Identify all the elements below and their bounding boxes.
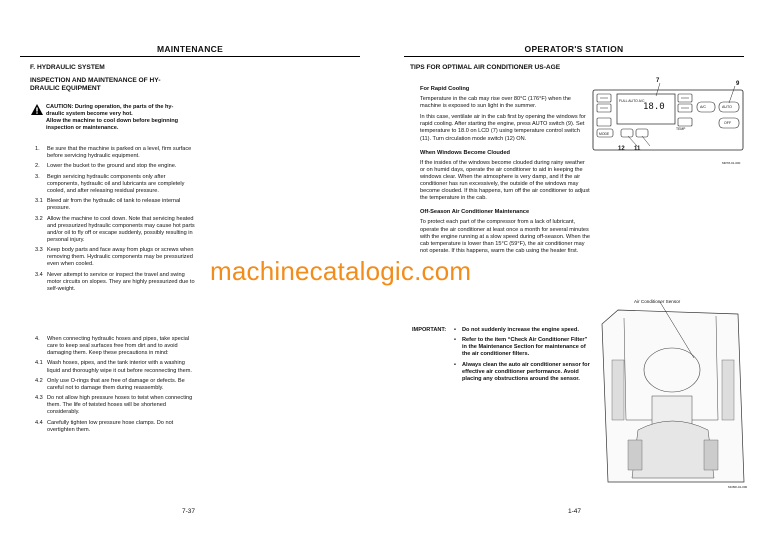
- list-item: [35, 360, 195, 374]
- right-page-header: OPERATOR'S STATION: [524, 44, 624, 54]
- important-item: [454, 327, 590, 334]
- right-header-rule: [404, 56, 744, 57]
- item-number: 3.4: [35, 271, 43, 278]
- caution-line: inspection or maintenance.: [46, 125, 119, 131]
- item-text: Only use O-rings that are free of damage or defects. Be careful not to damage them during reassembly.: [47, 377, 185, 391]
- item-number: 4.3: [35, 395, 43, 402]
- clouded-title: When Windows Become Clouded: [420, 149, 511, 156]
- list-item: [35, 198, 195, 212]
- list-item: [35, 378, 195, 392]
- mode-button: MODE: [599, 132, 610, 136]
- bullet-icon: •: [454, 337, 456, 344]
- item-number: 2.: [35, 163, 40, 170]
- auto-button: AUTO: [722, 105, 732, 109]
- item-text: When connecting hydraulic hoses and pipes, take special care to keep seal surfaces free from dirt and to avoid damaging them. Keep these precautions in mind:: [47, 336, 190, 357]
- list-item: [35, 272, 195, 293]
- bullet-icon: •: [454, 361, 456, 368]
- item-text: Bleed air from the hydraulic oil tank to release internal pressure.: [47, 198, 181, 212]
- temp-button: TEMP: [676, 127, 686, 131]
- list-item: [35, 163, 195, 170]
- callout-12: 12: [618, 146, 625, 152]
- right-page-number: 1-47: [568, 508, 582, 515]
- item-number: 3.3: [35, 247, 43, 254]
- item-number: 3.2: [35, 215, 43, 222]
- important-item: [454, 337, 590, 358]
- air-conditioner-sensor-label: Air Conditioner Sensor: [634, 299, 681, 304]
- rapid-cooling-p1: Temperature in the cab may rise over 80°C (176°F) when the machine is exposed to sun light in the summer.: [420, 96, 571, 110]
- cab-interior-illustration: [598, 300, 748, 490]
- watermark: machinecatalogic.com: [210, 256, 472, 286]
- item-text: Wash hoses, pipes, and the tank interior with a washing liquid and thoroughly wipe it out before reconnecting them.: [47, 360, 192, 374]
- rapid-cooling-block: [420, 86, 590, 255]
- important-item-text: Refer to the item “Check Air Conditioner Filter” in the Maintenance Section for maintenance of the air conditioner filters.: [462, 337, 588, 358]
- item-text: Allow the machine to cool down. Note that servicing heated and pressurized hydraulic components may cause hot parts and/or oil to fly off or escape suddenly, possibly resulting in personal injury.: [47, 215, 195, 243]
- warning-triangle-icon: [31, 104, 43, 115]
- item-text: Keep body parts and face away from plugs or screws when removing them. Hydraulic components may be pressurized even when cooled.: [47, 247, 194, 268]
- off-button: OFF: [724, 121, 732, 125]
- list-item: [35, 247, 195, 268]
- caution-line: draulic system become very hot.: [46, 111, 133, 117]
- offseason-paragraph: To protect each part of the compressor from a lack of lubricant, operate the air conditioner at least once a month for several minutes with the engine running at a slow speed during off-season. When the cab temperature is lower than 15°C (59°F), the air conditioner may not operate. If this happens, warm the cab using the heater first.: [420, 219, 590, 254]
- rapid-cooling-p2: In this case, ventilate air in the cab first by opening the windows for rapid cooling. After starting the engine, press AUTO switch (9). Set temperature to 18.0 on LCD (7) using temperature control switch (11). Turn circulation mode switch (12) ON.: [420, 114, 586, 142]
- list-item: [35, 395, 195, 416]
- item-text: Carefully tighten low pressure hose clamps. Do not overtighten them.: [47, 419, 174, 433]
- caution-block: [46, 104, 216, 132]
- cab-figure-code: MCBR-01-000: [728, 485, 748, 489]
- left-header-rule: [20, 56, 360, 57]
- list-item: [35, 216, 195, 244]
- lcd-top-label: FULL AUTO A/C: [619, 99, 645, 103]
- callout-11: 11: [634, 146, 641, 152]
- offseason-title: Off-Season Air Conditioner Maintenance: [420, 209, 530, 216]
- lcd-temperature: 18.0: [643, 102, 665, 112]
- list-item: [35, 336, 195, 357]
- item-text: Never attempt to service or inspect the travel and swing motor circuits on slopes. They are highly pressurized due to self-weight.: [47, 271, 195, 292]
- item-number: 4.2: [35, 377, 43, 384]
- item-text: Be sure that the machine is parked on a level, firm surface before servicing hydraulic equipment.: [47, 146, 192, 160]
- item-number: 4.1: [35, 360, 43, 367]
- important-item-text: Do not suddenly increase the engine speed.: [462, 327, 579, 333]
- left-page-header: MAINTENANCE: [156, 44, 224, 54]
- panel-figure-code: MR78-01-000: [722, 161, 741, 165]
- caution-line: Allow the machine to cool down before beginning: [46, 118, 179, 124]
- bullet-icon: •: [454, 327, 456, 333]
- important-item: [454, 362, 590, 383]
- section-title: F. HYDRAULIC SYSTEM: [30, 64, 105, 71]
- important-label: IMPORTANT:: [412, 327, 447, 333]
- caution-line: CAUTION: During operation, the parts of the hy-: [46, 104, 174, 110]
- item-number: 3.1: [35, 198, 43, 205]
- left-page-number: 7-37: [182, 508, 196, 515]
- item-number: 4.4: [35, 419, 43, 426]
- hose-connection-list: [35, 336, 195, 437]
- section-title: TIPS FOR OPTIMAL AIR CONDITIONER US-AGE: [410, 64, 561, 71]
- ac-button: A/C: [700, 105, 706, 109]
- item-number: 3.: [35, 173, 40, 180]
- clouded-paragraph: If the insides of the windows become clouded during rainy weather or on humid days, operate the air conditioner to aid in keeping the windows clear. When the atmosphere is very damp, and if the air conditioner has run excessively, the outside of the windows may become clouded. If this happens, turn off the air conditioner to adjust the temperature in the cab.: [420, 159, 590, 202]
- list-item: [35, 174, 195, 195]
- item-number: 4.: [35, 336, 40, 342]
- item-text: Do not allow high pressure hoses to twist when connecting them. The life of twisted hoses will be shortened considerably.: [47, 395, 193, 416]
- callout-7: 7: [656, 78, 660, 84]
- subsection-title: INSPECTION AND MAINTENANCE OF HY-DRAULIC EQUIPMENT: [30, 77, 161, 92]
- ac-control-panel-illustration: [590, 80, 750, 184]
- list-item: [35, 420, 195, 434]
- rapid-cooling-title: For Rapid Cooling: [420, 86, 470, 92]
- list-item: [35, 146, 195, 160]
- servicing-steps-list: [35, 146, 195, 296]
- item-text: Lower the bucket to the ground and stop the engine.: [47, 163, 177, 170]
- callout-9: 9: [736, 81, 740, 87]
- important-item-text: Always clean the auto air conditioner sensor for effective air conditioner performance. Avoid placing any obstructions around the sensor.: [462, 361, 590, 382]
- item-text: Begin servicing hydraulic components only after components, hydraulic oil and lubricants are completely cooled, and after releasing residual pressure.: [47, 173, 185, 194]
- item-number: 1.: [35, 146, 40, 152]
- important-list: [454, 327, 590, 386]
